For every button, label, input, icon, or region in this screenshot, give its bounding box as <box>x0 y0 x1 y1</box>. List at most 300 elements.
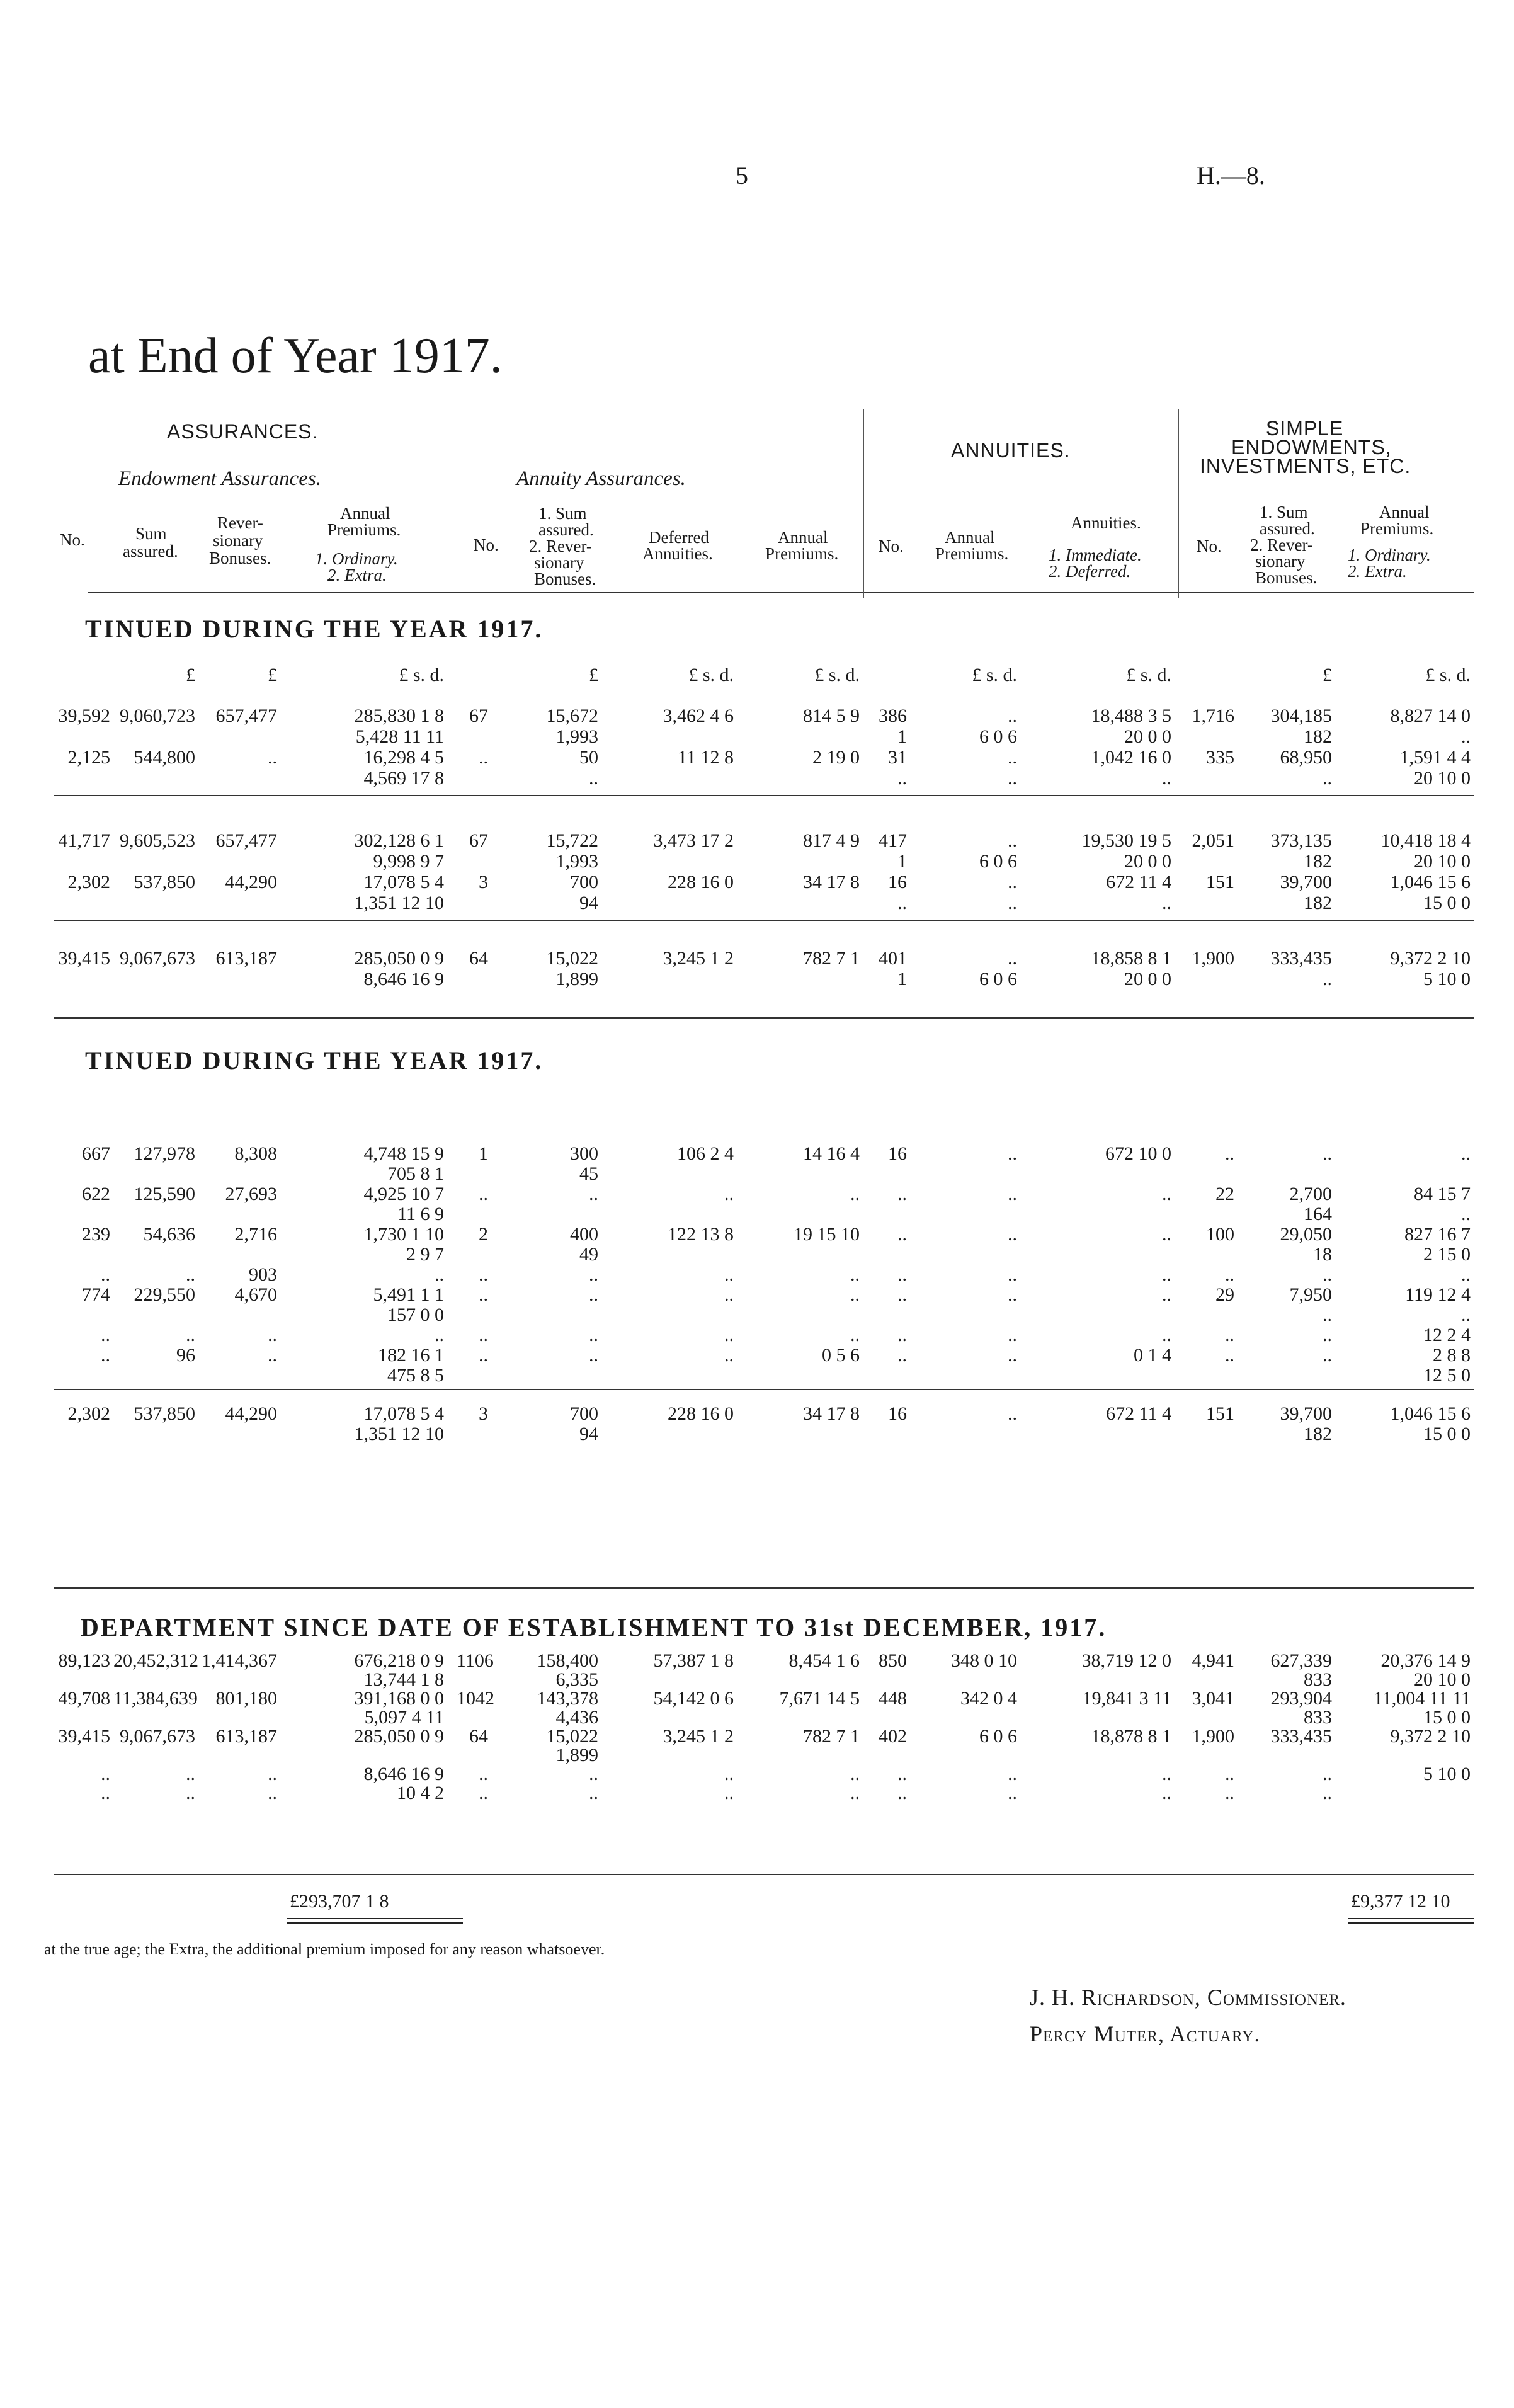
table-rule <box>54 920 1474 921</box>
table-cell: 29 <box>1215 1284 1234 1305</box>
table-cell: .. <box>1162 1224 1171 1245</box>
table-cell: 17,078 5 4 <box>363 1403 444 1424</box>
table-cell: 448 <box>879 1688 907 1709</box>
table-cell: 9,372 2 10 <box>1390 948 1471 969</box>
table-rule <box>54 1389 1474 1390</box>
table-cell: .. <box>1008 1184 1017 1204</box>
table-cell: 151 <box>1206 1403 1234 1424</box>
table-cell: 228 16 0 <box>668 872 734 893</box>
table-cell: 100 <box>1206 1224 1234 1245</box>
table-cell: 817 4 9 <box>803 830 860 851</box>
table-cell: 2,302 <box>67 1403 110 1424</box>
table-cell: .. <box>589 1325 598 1345</box>
table-cell: .. <box>1162 1764 1171 1784</box>
table-cell: 672 11 4 <box>1106 872 1171 893</box>
table-cell: 22 <box>1215 1184 1234 1204</box>
table-cell: 19,530 19 5 <box>1081 830 1171 851</box>
table-cell: .. <box>479 1325 488 1345</box>
grand-total-right-rule <box>1348 1918 1474 1924</box>
annuities-divider <box>863 409 864 598</box>
table-cell: .. <box>897 893 907 913</box>
table-cell: 386 <box>879 705 907 726</box>
table-cell: 1042 <box>457 1688 494 1709</box>
table-cell: .. <box>1008 1284 1017 1305</box>
table-cell: 39,700 <box>1280 1403 1332 1424</box>
table-cell: 3,245 1 2 <box>663 1726 734 1747</box>
col-annuity-prem-a: Annual <box>945 528 995 547</box>
table-cell: 44,290 <box>225 1403 277 1424</box>
table-cell: .. <box>479 1345 488 1366</box>
table-cell: 122 13 8 <box>668 1224 734 1245</box>
table-cell: 1,900 <box>1192 1726 1234 1747</box>
table-cell: 1,993 <box>555 851 598 872</box>
table-cell: 18 <box>1313 1244 1332 1265</box>
table-cell: 333,435 <box>1270 948 1332 969</box>
col-prem-a: Annual <box>340 504 390 523</box>
table-cell: .. <box>101 1264 110 1285</box>
currency-header: £ s. d. <box>1425 665 1471 685</box>
table-cell: 657,477 <box>215 705 277 726</box>
col-prem-b: Premiums. <box>327 520 401 539</box>
table-cell: 1,046 15 6 <box>1390 872 1471 893</box>
table-cell: .. <box>1008 705 1017 726</box>
table-cell: .. <box>1323 768 1332 789</box>
table-cell: .. <box>101 1764 110 1784</box>
table-cell: .. <box>589 1264 598 1285</box>
table-cell: 782 7 1 <box>803 948 860 969</box>
table-cell: 39,592 <box>58 705 110 726</box>
table-cell: 157 0 0 <box>387 1304 444 1325</box>
table-cell: .. <box>186 1764 195 1784</box>
table-cell: 1106 <box>457 1650 494 1671</box>
table-cell: 67 <box>469 830 488 851</box>
col-annuities-c: 2. Deferred. <box>1049 562 1131 581</box>
col-sumrev-d: sionary <box>534 553 584 572</box>
table-cell: 27,693 <box>225 1184 277 1204</box>
table-cell: 106 2 4 <box>677 1143 734 1164</box>
currency-header: £ s. d. <box>814 665 860 685</box>
table-cell: 1,591 4 4 <box>1399 747 1471 768</box>
col-no-4: No. <box>1197 537 1222 556</box>
page-number: 5 <box>736 161 748 190</box>
annuities-header: ANNUITIES. <box>951 439 1071 462</box>
table-cell: 391,168 0 0 <box>354 1688 444 1709</box>
table-cell: 622 <box>82 1184 110 1204</box>
table-cell: 20,376 14 9 <box>1380 1650 1471 1671</box>
table-cell: .. <box>479 1184 488 1204</box>
currency-header: £ <box>186 665 195 685</box>
table-cell: 7,671 14 5 <box>779 1688 860 1709</box>
table-cell: .. <box>1323 1783 1332 1803</box>
table-cell: 34 17 8 <box>803 1403 860 1424</box>
table-cell: 5,097 4 11 <box>364 1707 444 1728</box>
table-cell: 2 15 0 <box>1423 1244 1471 1265</box>
table-cell: 9,067,673 <box>120 1726 195 1747</box>
table-cell: 1,899 <box>555 969 598 990</box>
table-cell: 2 8 8 <box>1433 1345 1471 1366</box>
currency-header: £ s. d. <box>688 665 734 685</box>
table-cell: .. <box>1323 1764 1332 1784</box>
grand-total-left-rule <box>287 1918 463 1924</box>
table-cell: 400 <box>570 1224 598 1245</box>
table-cell: 64 <box>469 1726 488 1747</box>
table-cell: 293,904 <box>1270 1688 1332 1709</box>
table-cell: 54,636 <box>143 1224 195 1245</box>
table-cell: 9,372 2 10 <box>1390 1726 1471 1747</box>
table-cell: 3,462 4 6 <box>663 705 734 726</box>
table-cell: 143,378 <box>537 1688 598 1709</box>
table-cell: 89,123 <box>58 1650 110 1671</box>
table-cell: .. <box>897 1184 907 1204</box>
grand-total-right: £9,377 12 10 <box>1351 1891 1450 1912</box>
table-cell: 9,067,673 <box>120 948 195 969</box>
col-simple-prem-a: Annual <box>1379 503 1430 522</box>
table-cell: 333,435 <box>1270 1726 1332 1747</box>
col-deferred-a: Deferred <box>649 528 709 547</box>
table-cell: .. <box>1162 1325 1171 1345</box>
table-cell: 8,827 14 0 <box>1390 705 1471 726</box>
simple-header-1: SIMPLE <box>1266 417 1344 440</box>
table-cell: 57,387 1 8 <box>653 1650 734 1671</box>
table-cell: 1,351 12 10 <box>354 1424 444 1444</box>
table-cell: .. <box>1323 1325 1332 1345</box>
table-cell: 672 10 0 <box>1105 1143 1171 1164</box>
table-cell: 18,858 8 1 <box>1091 948 1171 969</box>
table-cell: 11,384,639 <box>113 1688 198 1709</box>
table-cell: 50 <box>579 747 598 768</box>
table-cell: 20,452,312 <box>113 1650 198 1671</box>
table-cell: 54,142 0 6 <box>653 1688 734 1709</box>
table-cell: .. <box>1008 893 1017 913</box>
table-cell: 6 0 6 <box>979 851 1017 872</box>
col-simple-prem-b: Premiums. <box>1360 519 1434 538</box>
table-cell: .. <box>850 1184 860 1204</box>
table-cell: 1,351 12 10 <box>354 893 444 913</box>
table-cell: .. <box>268 1783 277 1803</box>
table-cell: .. <box>850 1264 860 1285</box>
currency-header: £ s. d. <box>972 665 1017 685</box>
table-cell: 285,050 0 9 <box>354 1726 444 1747</box>
table-cell: 125,590 <box>134 1184 195 1204</box>
col-annprem-a: Annual <box>778 528 828 547</box>
table-cell: 6 0 6 <box>979 1726 1017 1747</box>
table-cell: 18,488 3 5 <box>1091 705 1171 726</box>
table-cell: 300 <box>570 1143 598 1164</box>
col-simple-sum-e: Bonuses. <box>1255 568 1318 587</box>
table-cell: 182 <box>1304 726 1332 747</box>
col-simple-sum-d: sionary <box>1255 552 1306 571</box>
endowment-header: Endowment Assurances. <box>118 467 322 490</box>
table-cell: 20 0 0 <box>1124 969 1171 990</box>
table-cell: 1,716 <box>1192 705 1234 726</box>
table-cell: .. <box>1225 1345 1234 1366</box>
table-cell: 3 <box>479 872 488 893</box>
table-cell: 1,993 <box>555 726 598 747</box>
col-annprem-b: Premiums. <box>765 544 839 563</box>
table-cell: 700 <box>570 1403 598 1424</box>
table-cell: 228 16 0 <box>668 1403 734 1424</box>
table-cell: 158,400 <box>537 1650 598 1671</box>
table-cell: 119 12 4 <box>1405 1284 1471 1305</box>
table-cell: .. <box>1162 1783 1171 1803</box>
table-cell: 20 10 0 <box>1414 1669 1471 1690</box>
table-cell: 0 1 4 <box>1134 1345 1171 1366</box>
table-cell: .. <box>101 1345 110 1366</box>
table-cell: .. <box>1461 726 1471 747</box>
currency-header: £ s. d. <box>1126 665 1171 685</box>
table-cell: .. <box>589 1764 598 1784</box>
table-cell: 4,670 <box>234 1284 277 1305</box>
col-annuity-prem-b: Premiums. <box>935 544 1009 563</box>
table-cell: 2,051 <box>1192 830 1234 851</box>
table-cell: .. <box>897 1264 907 1285</box>
table-cell: 850 <box>879 1650 907 1671</box>
table-cell: .. <box>479 1284 488 1305</box>
table-cell: .. <box>724 1764 734 1784</box>
table-cell: 4,569 17 8 <box>363 768 444 789</box>
table-cell: 164 <box>1304 1204 1332 1224</box>
table-cell: 94 <box>579 1424 598 1444</box>
col-deferred-b: Annuities. <box>642 544 713 563</box>
table-cell: 613,187 <box>215 1726 277 1747</box>
table-cell: 45 <box>579 1163 598 1184</box>
table-cell: .. <box>1225 1264 1234 1285</box>
table-cell: 14 16 4 <box>803 1143 860 1164</box>
table-cell: .. <box>589 1184 598 1204</box>
table-cell: 49 <box>579 1244 598 1265</box>
table-cell: 15,022 <box>546 948 598 969</box>
table-cell: .. <box>850 1764 860 1784</box>
table-cell: 2 9 7 <box>406 1244 444 1265</box>
simple-divider <box>1178 409 1179 598</box>
table-cell: 239 <box>82 1224 110 1245</box>
table-cell: 1,414,367 <box>202 1650 277 1671</box>
table-cell: 1,042 16 0 <box>1091 747 1171 768</box>
table-cell: 67 <box>469 705 488 726</box>
table-cell: 64 <box>469 948 488 969</box>
section2-heading: TINUED DURING THE YEAR 1917. <box>85 1046 544 1075</box>
table-cell: .. <box>1008 747 1017 768</box>
table-cell: 20 10 0 <box>1414 768 1471 789</box>
table-cell: .. <box>724 1325 734 1345</box>
currency-header: £ s. d. <box>399 665 444 685</box>
col-prem-d: 2. Extra. <box>327 566 387 585</box>
table-cell: 613,187 <box>215 948 277 969</box>
table-cell: 1,899 <box>555 1745 598 1766</box>
table-cell: 16,298 4 5 <box>363 747 444 768</box>
table-rule <box>54 1587 1474 1589</box>
table-cell: .. <box>1162 1264 1171 1285</box>
table-cell: 285,050 0 9 <box>354 948 444 969</box>
table-cell: .. <box>1008 1345 1017 1366</box>
table-cell: 903 <box>249 1264 277 1285</box>
table-cell: .. <box>1008 1783 1017 1803</box>
table-cell: 68,950 <box>1280 747 1332 768</box>
section3-heading: DEPARTMENT SINCE DATE OF ESTABLISHMENT TO 31st DECEMBER, 1917. <box>81 1613 1107 1641</box>
table-cell: 1,046 15 6 <box>1390 1403 1471 1424</box>
table-cell: 814 5 9 <box>803 705 860 726</box>
table-cell: .. <box>1162 1184 1171 1204</box>
table-cell: 18,878 8 1 <box>1091 1726 1171 1747</box>
table-cell: .. <box>589 1345 598 1366</box>
table-cell: .. <box>268 747 277 768</box>
col-sumrev-c: 2. Rever- <box>529 537 592 556</box>
table-rule <box>54 1874 1474 1875</box>
table-cell: .. <box>897 1345 907 1366</box>
table-cell: .. <box>589 1783 598 1803</box>
table-cell: .. <box>1461 1143 1471 1164</box>
table-cell: 417 <box>879 830 907 851</box>
table-cell: 11 12 8 <box>678 747 734 768</box>
table-cell: .. <box>1461 1304 1471 1325</box>
section1-heading: TINUED DURING THE YEAR 1917. <box>85 615 544 643</box>
table-cell: 6 0 6 <box>979 726 1017 747</box>
table-cell: .. <box>479 747 488 768</box>
table-cell: 705 8 1 <box>387 1163 444 1184</box>
table-cell: .. <box>897 768 907 789</box>
table-cell: .. <box>850 1325 860 1345</box>
table-cell: 537,850 <box>134 872 195 893</box>
table-cell: 4,925 10 7 <box>363 1184 444 1204</box>
table-cell: 401 <box>879 948 907 969</box>
table-cell: 16 <box>888 1143 907 1164</box>
table-cell: 182 <box>1304 851 1332 872</box>
col-simple-prem-d: 2. Extra. <box>1348 562 1407 581</box>
simple-header-3: INVESTMENTS, ETC. <box>1200 455 1411 477</box>
table-cell: 9,998 9 7 <box>373 851 444 872</box>
table-cell: 2,700 <box>1289 1184 1332 1204</box>
table-cell: .. <box>186 1783 195 1803</box>
table-cell: 10 4 2 <box>397 1783 444 1803</box>
table-cell: 12 2 4 <box>1423 1325 1471 1345</box>
table-cell: 537,850 <box>134 1403 195 1424</box>
table-cell: .. <box>1162 768 1171 789</box>
table-cell: .. <box>1162 1284 1171 1305</box>
table-cell: .. <box>897 1325 907 1345</box>
table-cell: .. <box>101 1783 110 1803</box>
col-rev-1a: Rever- <box>217 513 263 532</box>
table-cell: 6,335 <box>555 1669 598 1690</box>
table-cell: 182 <box>1304 1424 1332 1444</box>
table-cell: .. <box>435 1264 444 1285</box>
table-cell: .. <box>897 1284 907 1305</box>
table-cell: .. <box>897 1224 907 1245</box>
table-cell: .. <box>479 1264 488 1285</box>
table-cell: 15,022 <box>546 1726 598 1747</box>
table-cell: 475 8 5 <box>387 1365 444 1386</box>
table-cell: 20 10 0 <box>1414 851 1471 872</box>
table-cell: .. <box>435 1325 444 1345</box>
table-cell: .. <box>268 1345 277 1366</box>
table-cell: 0 5 6 <box>822 1345 860 1366</box>
table-cell: 302,128 6 1 <box>354 830 444 851</box>
table-cell: .. <box>1008 1143 1017 1164</box>
table-cell: 285,830 1 8 <box>354 705 444 726</box>
table-cell: 16 <box>888 1403 907 1424</box>
table-cell: 1 <box>897 851 907 872</box>
table-cell: .. <box>1008 1224 1017 1245</box>
table-cell: 20 0 0 <box>1124 726 1171 747</box>
table-cell: 1,900 <box>1192 948 1234 969</box>
table-cell: 11 6 9 <box>397 1204 444 1224</box>
col-annuities-a: Annuities. <box>1071 513 1141 532</box>
table-cell: 5 10 0 <box>1423 969 1471 990</box>
table-cell: 2,716 <box>234 1224 277 1245</box>
table-cell: 19 15 10 <box>794 1224 860 1245</box>
table-cell: 657,477 <box>215 830 277 851</box>
table-cell: 676,218 0 9 <box>354 1650 444 1671</box>
col-simple-prem-c: 1. Ordinary. <box>1348 545 1431 564</box>
table-cell: 833 <box>1304 1669 1332 1690</box>
table-cell: 5,491 1 1 <box>373 1284 444 1305</box>
table-cell: 229,550 <box>134 1284 195 1305</box>
table-cell: 41,717 <box>58 830 110 851</box>
table-cell: 782 7 1 <box>803 1726 860 1747</box>
table-cell: 1,730 1 10 <box>363 1224 444 1245</box>
table-cell: 8,646 16 9 <box>363 969 444 990</box>
table-cell: .. <box>479 1764 488 1784</box>
table-cell: 833 <box>1304 1707 1332 1728</box>
table-cell: 15 0 0 <box>1423 893 1471 913</box>
col-simple-sum-a: 1. Sum <box>1260 503 1308 522</box>
table-cell: 402 <box>879 1726 907 1747</box>
table-cell: 38,719 12 0 <box>1081 1650 1171 1671</box>
page-reference: H.—8. <box>1197 161 1265 190</box>
table-cell: .. <box>186 1325 195 1345</box>
table-cell: 39,700 <box>1280 872 1332 893</box>
col-sumrev-a: 1. Sum <box>538 504 587 523</box>
table-cell: .. <box>1008 830 1017 851</box>
table-cell: 3 <box>479 1403 488 1424</box>
table-cell: .. <box>724 1345 734 1366</box>
table-cell: .. <box>186 1264 195 1285</box>
table-cell: 39,415 <box>58 1726 110 1747</box>
table-cell: 4,436 <box>555 1707 598 1728</box>
table-cell: .. <box>897 1764 907 1784</box>
table-cell: .. <box>268 1325 277 1345</box>
table-cell: 667 <box>82 1143 110 1164</box>
table-cell: 627,339 <box>1270 1650 1332 1671</box>
table-cell: .. <box>897 1783 907 1803</box>
table-cell: .. <box>1323 1304 1332 1325</box>
table-cell: .. <box>1008 1264 1017 1285</box>
table-cell: 8,454 1 6 <box>788 1650 860 1671</box>
table-cell: 2 <box>479 1224 488 1245</box>
table-cell: .. <box>1008 768 1017 789</box>
table-cell: 348 0 10 <box>951 1650 1017 1671</box>
table-cell: .. <box>1008 872 1017 893</box>
table-cell: 31 <box>888 747 907 768</box>
table-cell: .. <box>1225 1325 1234 1345</box>
col-sum-1a: Sum <box>135 524 167 543</box>
table-cell: .. <box>724 1264 734 1285</box>
table-cell: .. <box>1008 1403 1017 1424</box>
table-cell: 84 15 7 <box>1414 1184 1471 1204</box>
table-cell: .. <box>479 1783 488 1803</box>
col-rev-1b: sionary <box>213 531 263 550</box>
currency-header: £ <box>268 665 277 685</box>
signature-actuary: Percy Muter, Actuary. <box>1030 2021 1261 2046</box>
table-cell: .. <box>724 1284 734 1305</box>
table-cell: 2,125 <box>67 747 110 768</box>
table-cell: 700 <box>570 872 598 893</box>
table-cell: .. <box>1323 1264 1332 1285</box>
table-cell: .. <box>724 1184 734 1204</box>
table-cell: 304,185 <box>1270 705 1332 726</box>
table-cell: .. <box>1008 948 1017 969</box>
col-sumrev-e: Bonuses. <box>534 569 596 588</box>
table-cell: 2 19 0 <box>812 747 860 768</box>
